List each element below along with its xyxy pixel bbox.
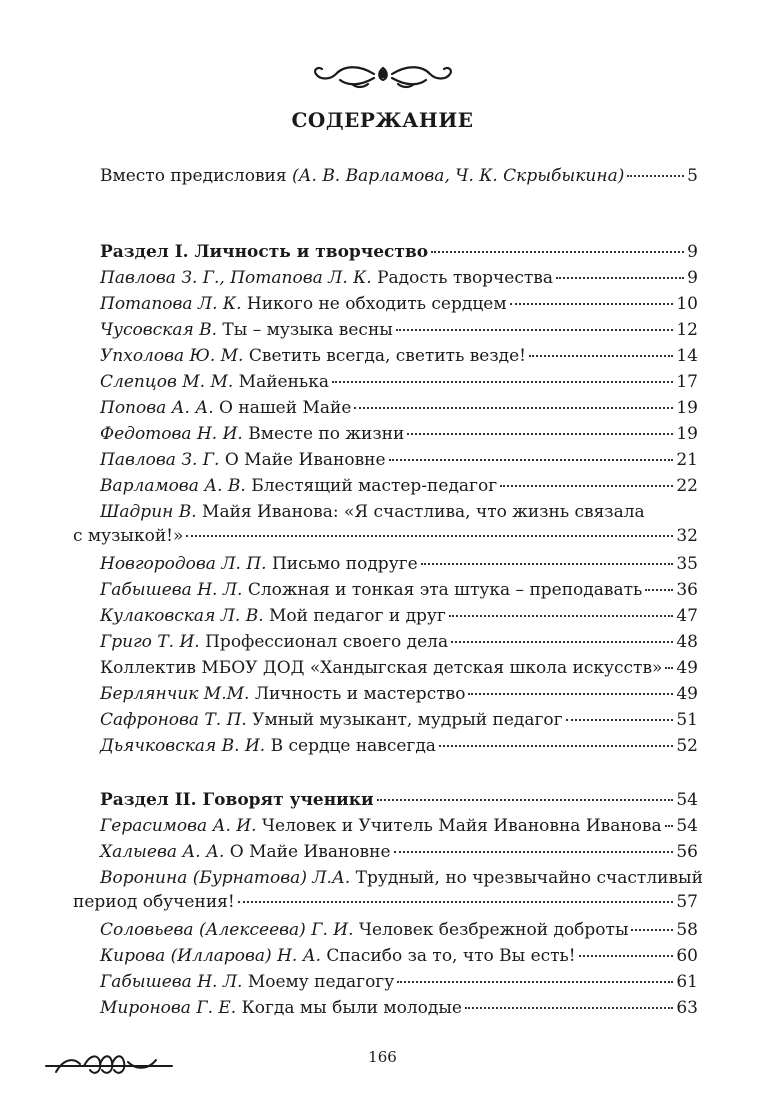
dot-leader	[421, 563, 674, 565]
entry-author: Воронина (Бурнатова) Л.А.	[100, 868, 351, 888]
entry-page: 48	[676, 632, 698, 652]
dot-leader	[397, 981, 673, 983]
entry-author: Кулаковская Л. В.	[100, 606, 264, 626]
entry-title-italic: (А. В. Варламова, Ч. К. Скрыбыкина)	[292, 166, 625, 186]
entry-title: Личность и мастерство	[249, 684, 466, 704]
entry-title: Майенька	[233, 372, 329, 392]
entry-author: Герасимова А. И.	[100, 816, 257, 836]
dot-leader	[468, 693, 673, 695]
entry-page: 22	[676, 476, 698, 496]
toc-entry	[73, 344, 698, 368]
toc-entry	[73, 578, 698, 602]
dot-leader	[377, 799, 674, 801]
toc-entry	[73, 866, 703, 914]
entry-title: Коллектив МБОУ ДОД «Хандыгская детская школа искусств»	[100, 658, 663, 678]
entry-author: Кирова (Илларова) Н. А.	[100, 946, 321, 966]
entry-title: Никого не обходить сердцем	[241, 294, 507, 314]
entry-page: 47	[676, 606, 698, 626]
entry-page: 12	[676, 320, 698, 340]
section-title: Раздел II. Говорят ученики	[100, 790, 374, 810]
toc-entry	[73, 422, 698, 446]
entry-title: Вместе по жизни	[242, 424, 405, 444]
dot-leader	[529, 355, 673, 357]
entry-page: 17	[676, 372, 698, 392]
toc-entry	[73, 996, 698, 1020]
entry-title: Мой педагог и друг	[263, 606, 446, 626]
toc-entry	[73, 656, 698, 680]
entry-page: 19	[676, 424, 698, 444]
entry-page: 21	[676, 450, 698, 470]
entry-author: Варламова А. В.	[100, 476, 246, 496]
entry-title-continued: с музыкой!»	[73, 526, 184, 546]
toc-entry	[73, 370, 698, 394]
entry-title: Майя Иванова: «Я счастлива, что жизнь связала	[196, 502, 645, 522]
entry-page: 19	[676, 398, 698, 418]
entry-author: Григо Т. И.	[100, 632, 200, 652]
entry-page: 56	[676, 842, 698, 862]
toc-entry	[73, 266, 698, 290]
entry-title: Вместо предисловия	[100, 166, 292, 186]
entry-page: 60	[676, 946, 698, 966]
entry-title: О Майе Ивановне	[219, 450, 386, 470]
entry-page: 63	[676, 998, 698, 1018]
entry-title: Профессионал своего дела	[199, 632, 449, 652]
dot-leader	[645, 589, 673, 591]
toc-entry	[73, 944, 698, 968]
toc-entry	[73, 840, 698, 864]
dot-leader	[332, 381, 673, 383]
entry-page: 9	[687, 268, 698, 288]
entry-title: Письмо подруге	[266, 554, 418, 574]
entry-page: 32	[676, 526, 698, 546]
dot-leader	[451, 641, 673, 643]
dot-leader	[389, 459, 674, 461]
entry-page: 54	[676, 790, 698, 810]
entry-author: Потапова Л. К.	[100, 294, 242, 314]
toc-entry	[73, 474, 698, 498]
entry-author: Чусовская В.	[100, 320, 218, 340]
dot-leader	[500, 485, 673, 487]
dot-leader	[396, 329, 674, 331]
entry-page: 10	[676, 294, 698, 314]
toc-entry	[73, 292, 698, 316]
entry-author: Попова А. А.	[100, 398, 214, 418]
entry-title: В сердце навсегда	[265, 736, 436, 756]
entry-title: О нашей Майе	[213, 398, 352, 418]
entry-page: 36	[676, 580, 698, 600]
dot-leader	[556, 277, 684, 279]
dot-leader	[186, 535, 673, 537]
entry-author: Дьячковская В. И.	[100, 736, 266, 756]
entry-title: Когда мы были молодые	[236, 998, 462, 1018]
entry-page: 51	[676, 710, 698, 730]
toc-entry	[73, 708, 698, 732]
toc-entry	[73, 970, 698, 994]
page-title: СОДЕРЖАНИЕ	[291, 108, 474, 132]
toc-entry	[73, 604, 698, 628]
entry-author: Габышева Н. Л.	[100, 580, 243, 600]
toc-entry	[73, 734, 698, 758]
entry-author: Упхолова Ю. М.	[100, 346, 244, 366]
entry-author: Сафронова Т. П.	[100, 710, 247, 730]
entry-page: 35	[676, 554, 698, 574]
entry-page: 9	[687, 242, 698, 262]
dot-leader	[354, 407, 673, 409]
dot-leader	[627, 175, 684, 177]
toc-entry	[73, 396, 698, 420]
entry-title: Спасибо за то, что Вы есть!	[321, 946, 576, 966]
dot-leader	[238, 901, 674, 903]
dot-leader	[510, 303, 674, 305]
entry-page: 5	[687, 166, 698, 186]
dot-leader	[566, 719, 674, 721]
entry-page: 57	[676, 892, 698, 912]
toc-entry	[73, 918, 698, 942]
entry-title: Светить всегда, светить везде!	[243, 346, 526, 366]
dot-leader	[665, 825, 674, 827]
entry-author: Павлова З. Г., Потапова Л. К.	[100, 268, 372, 288]
section-title: Раздел I. Личность и творчество	[100, 242, 429, 262]
dot-leader	[631, 929, 673, 931]
toc-section	[73, 788, 698, 812]
entry-author: Халыева А. А.	[100, 842, 225, 862]
entry-page: 49	[676, 684, 698, 704]
entry-page: 52	[676, 736, 698, 756]
toc-entry	[73, 500, 698, 548]
toc-entry	[73, 164, 698, 188]
dot-leader	[465, 1007, 673, 1009]
entry-author: Павлова З. Г.	[100, 450, 220, 470]
entry-title: Ты – музыка весны	[217, 320, 393, 340]
dot-leader	[407, 433, 673, 435]
entry-title-continued: период обучения!	[73, 892, 235, 912]
entry-title: Трудный, но чрезвычайно счастливый	[350, 868, 703, 888]
entry-page: 49	[676, 658, 698, 678]
entry-title: Моему педагогу	[242, 972, 395, 992]
entry-page: 14	[676, 346, 698, 366]
entry-title: О Майе Ивановне	[224, 842, 391, 862]
toc-entry	[73, 682, 698, 706]
entry-author: Габышева Н. Л.	[100, 972, 243, 992]
entry-title: Радость творчества	[371, 268, 553, 288]
entry-page: 61	[676, 972, 698, 992]
dot-leader	[579, 955, 674, 957]
toc-entry	[73, 552, 698, 576]
entry-page: 54	[676, 816, 698, 836]
entry-author: Соловьева (Алексеева) Г. И.	[100, 920, 354, 940]
toc-entry	[73, 630, 698, 654]
dot-leader	[431, 251, 684, 253]
dot-leader	[449, 615, 674, 617]
entry-author: Шадрин В.	[100, 502, 197, 522]
entry-author: Берлянчик М.М.	[100, 684, 250, 704]
toc-section	[73, 240, 698, 264]
toc-entry	[73, 318, 698, 342]
dot-leader	[394, 851, 674, 853]
ornament-icon	[308, 62, 458, 94]
entry-author: Слепцов М. М.	[100, 372, 234, 392]
entry-title: Человек и Учитель Майя Ивановна Иванова	[256, 816, 662, 836]
entry-author: Миронова Г. Е.	[100, 998, 237, 1018]
entry-title: Умный музыкант, мудрый педагог	[246, 710, 563, 730]
entry-page: 58	[676, 920, 698, 940]
dot-leader	[665, 667, 673, 669]
entry-title: Человек безбрежной доброты	[353, 920, 629, 940]
entry-author: Федотова Н. И.	[100, 424, 243, 444]
entry-title: Сложная и тонкая эта штука – преподавать	[242, 580, 643, 600]
toc-entry	[73, 448, 698, 472]
entry-author: Новгородова Л. П.	[100, 554, 267, 574]
entry-title: Блестящий мастер-педагог	[245, 476, 498, 496]
dot-leader	[439, 745, 673, 747]
page-number: 166	[368, 1048, 397, 1066]
toc-entry	[73, 814, 698, 838]
